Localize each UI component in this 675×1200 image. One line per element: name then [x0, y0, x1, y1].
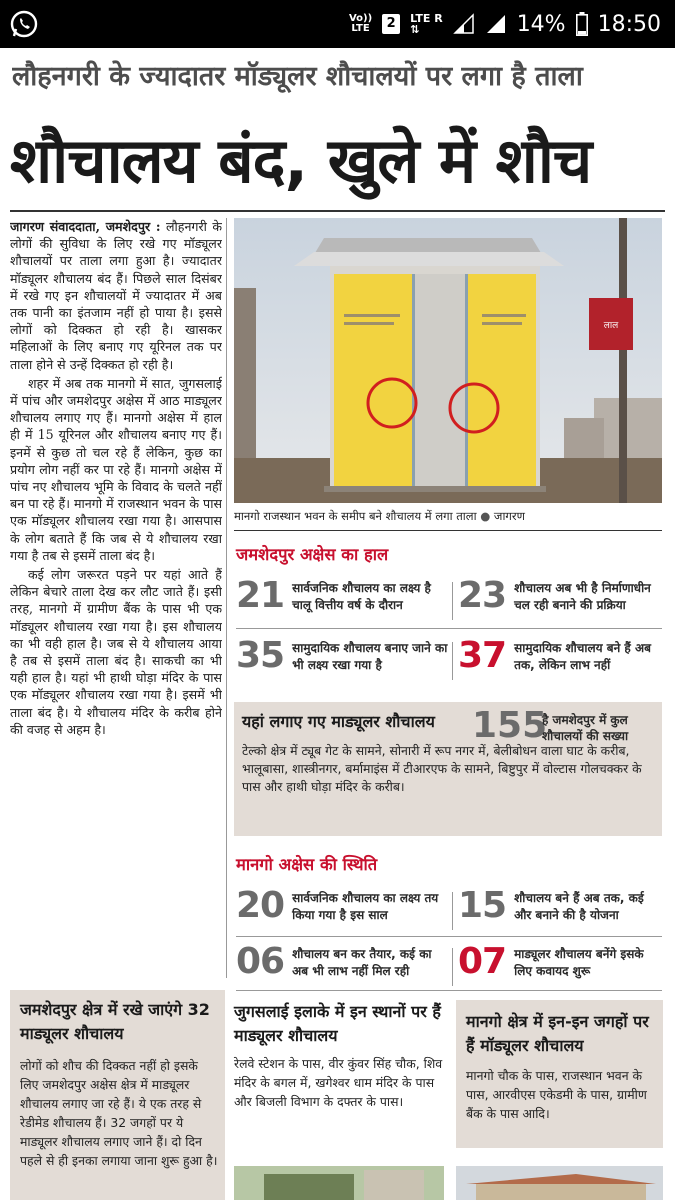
stat-value: 07 [458, 941, 507, 982]
stat-divider [452, 892, 453, 930]
mango-section-title: मानगो अक्षेस की स्थिति [236, 855, 378, 874]
headline-rule [10, 210, 665, 212]
box-right-body: मानगो चौक के पास, राजस्थान भवन के पास, आरवीएस एकेडमी के पास, ग्रामीण बैंक के पास आदि। [466, 1068, 647, 1121]
jamshedpur-32-toilets-box [10, 990, 225, 1200]
network-label: LTE [410, 12, 431, 25]
total-toilets-value: 155 [472, 705, 548, 746]
stat-value: 20 [236, 885, 285, 926]
caption-rule [234, 530, 662, 531]
volte-line2: LTE [351, 23, 370, 34]
jamshedpur-section-title: जमशेदपुर अक्षेस का हाल [236, 545, 389, 564]
section-bottom-rule [236, 990, 662, 991]
mango-stat-1 [236, 885, 450, 926]
clock: 18:50 [597, 11, 661, 37]
status-icons [349, 0, 661, 48]
mango-locations-box [456, 1000, 663, 1148]
stat-divider [452, 948, 453, 986]
photo-caption-text: मानगो राजस्थान भवन के समीप बने शौचालय में लगा ताला [234, 509, 477, 523]
stat-value: 15 [458, 885, 507, 926]
bottom-photo-left [234, 1166, 444, 1200]
data-arrows-icon: ⇅ [410, 23, 420, 36]
mango-stat-4 [458, 941, 662, 982]
jugsalai-locations-box [234, 1000, 446, 1150]
mango-stat-3 [236, 941, 450, 982]
stat-row-divider [236, 628, 662, 629]
stat-text: शौचालय अब भी है निर्माणाधीन चल रही बनाने की प्रक्रिया [514, 581, 651, 612]
box-left-title: जमशेदपुर क्षेत्र में रखे जाएंगे 32 माड्यूलर शौचालय [20, 1000, 210, 1043]
column-divider [226, 218, 227, 978]
sim-slot-badge: 2 [382, 14, 400, 34]
stat-value: 21 [236, 575, 285, 616]
battery-percent: 14% [516, 11, 566, 37]
stat-value: 23 [458, 575, 507, 616]
stat-text: शौचालय बन कर तैयार, कई का अब भी लाभ नहीं मिल रही [292, 947, 432, 978]
stat-value: 06 [236, 941, 285, 982]
dateline: जागरण संवाददाता, जमशेदपुर : [10, 219, 161, 234]
jamshedpur-stat-1 [236, 575, 450, 616]
stat-text: सार्वजनिक शौचालय का लक्ष्य तय किया गया है इस साल [292, 891, 439, 922]
paragraph-1-text: लौहनगरी के लोगों की सुविधा के लिए रखे गए मॉड्यूलर शौचालयों पर ताला लगा हुआ है। ज्यादातर मॉड्यूलर शौचालय बंद हैं। पिछले साल दिसंबर में रखे गए इन शौचालयों में ज्यादातर में अब तक पानी का इंतजाम नहीं हो पाया है। इससे लोगों को दिक्कत हो रही है। खासकर महिलाओं के लिए बनाए गए यूरिनल तक पर ताला होने से उन्हें दिक्कत हो रही है। [10, 219, 222, 372]
stat-text: सार्वजनिक शौचालय का लक्ष्य है चालू वित्तीय वर्ष के दौरान [292, 581, 431, 612]
whatsapp-icon[interactable] [8, 8, 40, 40]
article-photo [234, 218, 662, 503]
photo-caption [234, 505, 662, 527]
article-body [10, 218, 222, 988]
battery-icon [576, 12, 588, 36]
stat-value: 35 [236, 635, 285, 676]
status-bar [0, 0, 675, 48]
bullet-icon: ● [480, 509, 491, 523]
stat-divider [452, 642, 453, 680]
stat-text: सामुदायिक शौचालय बने हैं अब तक, लेकिन लाभ नहीं [514, 641, 651, 672]
mango-stat-2 [458, 885, 662, 926]
article-paragraph-3: कई लोग जरूरत पड़ने पर यहां आते हैं लेकिन बेचारे ताला देख कर लौट जाते हैं। इसी तरह, मानगो में ग्रामीण बैंक के पास भी एक मॉड्यूलर शौचालय रखा गया है। इस शौचालय का भी वही हाल है। जब से ये शौचालय आया है तब से इसमें ताला बंद है। साकची का भी यही हाल है। यहां भी हाथी घोड़ा मंदिर के पास एक मॉड्यूलर शौचालय रखा गया है। इसमें भी ताला बंद है। ये शौचालय मंदिर के करीब होने की वजह से अहम है। [10, 567, 222, 737]
jamshedpur-stat-4 [458, 635, 662, 676]
network-type [410, 13, 443, 35]
article-paragraph-2: शहर में अब तक मानगो में सात, जुगसलाई में पांच और जमशेदपुर अक्षेस में आठ माड्यूलर शौचालय लगाए गए हैं। मानगो अक्षेस में हाल ही में 15 यूरिनल और शौचालय बनाए गए हैं। इनमें से कुछ तो चल रहे हैं लेकिन, कुछ का प्रयोग लोग नहीं कर पा रहे हैं। मानगो अक्षेस में पांच नए शौचालय भूमि के विवाद के चलते नहीं बन पा रहे हैं। मानगो में राजस्थान भवन के पास एक मॉड्यूलर शौचालय रखा गया है। आसपास के लोग बताते हैं कि जब से ये शौचालय रखा गया है तब से इसमें ताला बंद है। [10, 375, 222, 563]
box-left-body: लोगों को शौच की दिक्कत नहीं हो इसके लिए जमशेदपुर अक्षेस क्षेत्र में माड्यूलर शौचालय लगाए जा रहे हैं। ये एक तरह से रेडीमेड शौचालय हैं। 32 जगहों पर ये माड्यूलर शौचालय लगाए जाने हैं। दो दिन पहले से ही इनका लगाया जाना शुरू हुआ है। [20, 1058, 218, 1168]
jamshedpur-stat-3 [236, 635, 450, 676]
stat-text: शौचालय बने हैं अब तक, कई और बनाने की है योजना [514, 891, 644, 922]
installed-box-body: टेल्को क्षेत्र में ट्यूब गेट के सामने, सोनारी में रूप नगर में, बेलीबोधन वाला घाट के करीब, भालूबासा, शास्त्रीनगर, बर्मामाइंस में टीआरएफ के सामने, बिष्टुपुर में वोल्टास गोलचक्कर के पास और हाथी घोड़ा मंदिर के करीब। [242, 743, 642, 794]
stat-value: 37 [458, 635, 507, 676]
volte-indicator [349, 14, 372, 34]
stat-row-divider [236, 936, 662, 937]
signal-icon-2 [485, 13, 507, 35]
stat-divider [452, 582, 453, 620]
box-right-title: मानगो क्षेत्र में इन-इन जगहों पर हैं मॉड्यूलर शौचालय [466, 1012, 649, 1055]
article-paragraph-1 [10, 218, 222, 373]
jamshedpur-stat-2 [458, 575, 662, 616]
box-middle-title: जुगसलाई इलाके में इन स्थानों पर हैं माड्यूलर शौचालय [234, 1002, 441, 1045]
total-toilets-text: है जमशेदपुर में कुल शौचालयों की सख्या [542, 713, 629, 743]
photo-credit: जागरण [493, 509, 525, 523]
installed-locations-box [234, 702, 662, 836]
signal-icon [453, 13, 475, 35]
box-middle-body: रेलवे स्टेशन के पास, वीर कुंवर सिंह चौक, शिव मंदिर के बगल में, खगेश्वर धाम मंदिर के पास और बिजली विभाग के दफ्तर के पास। [234, 1056, 443, 1109]
toilet-photo-illustration [234, 218, 662, 503]
article-headline: शौचालय बंद, खुले में शौच [10, 124, 592, 197]
stat-text: माड्यूलर शौचालय बनेंगे इसके लिए कवायद शुरू [514, 947, 644, 978]
article-kicker: लौहनगरी के ज्यादातर मॉड्यूलर शौचालयों पर लगा है ताला [12, 61, 583, 92]
stat-text: सामुदायिक शौचालय बनाए जाने का भी लक्ष्य रखा गया है [292, 641, 448, 672]
sign-text: लाल [603, 321, 619, 331]
volte-line1: Vo)) [348, 13, 373, 24]
bottom-photo-right [456, 1166, 663, 1200]
roaming-label: R [434, 12, 443, 25]
installed-box-title: यहां लगाए गए माड्यूलर शौचालय [242, 712, 435, 731]
